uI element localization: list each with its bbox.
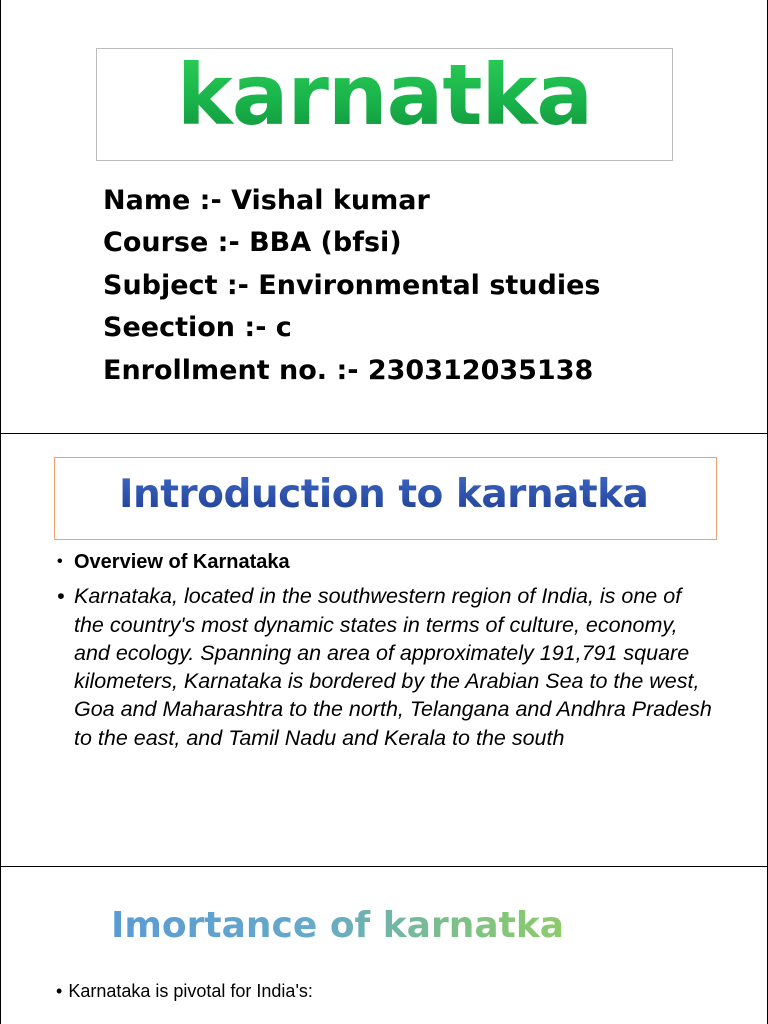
bullet-overview-body	[57, 582, 717, 752]
slide-title-heading: karnatka	[97, 45, 672, 146]
bullet-dot-icon: •	[57, 584, 65, 609]
detail-name: Name :- Vishal kumar	[103, 185, 430, 216]
detail-course: Course :- BBA (bfsi)	[103, 227, 402, 259]
detail-subject: Subject :- Environmental studies	[103, 269, 601, 301]
importance-title: Imortance of karnatka	[111, 905, 565, 946]
overview-heading: Overview of Karnataka	[74, 551, 290, 573]
intro-title-box	[54, 457, 717, 540]
bullet-dot-icon: •	[57, 553, 63, 570]
bullet-overview	[57, 548, 717, 576]
importance-bullets	[56, 981, 313, 1002]
intro-bullets	[57, 548, 717, 752]
overview-text: Karnataka, located in the southwestern region of India, is one of the country's most dynamic states in terms of culture, economy, and ecology. Spanning an area of approximately 191,791 square kilometers, Karnataka is bordered by the Arabian Sea to the west, Goa and Maharashtra to the north, Telangana and Andhra Pradesh to the east, and Tamil Nadu and Kerala to the south	[74, 584, 712, 750]
detail-section: Seection :- c	[103, 312, 292, 344]
slide-introduction	[0, 433, 768, 867]
student-details	[103, 180, 601, 392]
importance-bullet-text: Karnataka is pivotal for India's:	[68, 981, 313, 1001]
title-box	[96, 48, 673, 161]
bullet-dot-icon: •	[56, 981, 63, 1001]
detail-enrollment: Enrollment no. :- 230312035138	[103, 354, 594, 386]
slide-title	[0, 0, 768, 434]
intro-title: Introduction to karnatka	[119, 472, 649, 517]
slide-importance	[0, 866, 768, 1024]
